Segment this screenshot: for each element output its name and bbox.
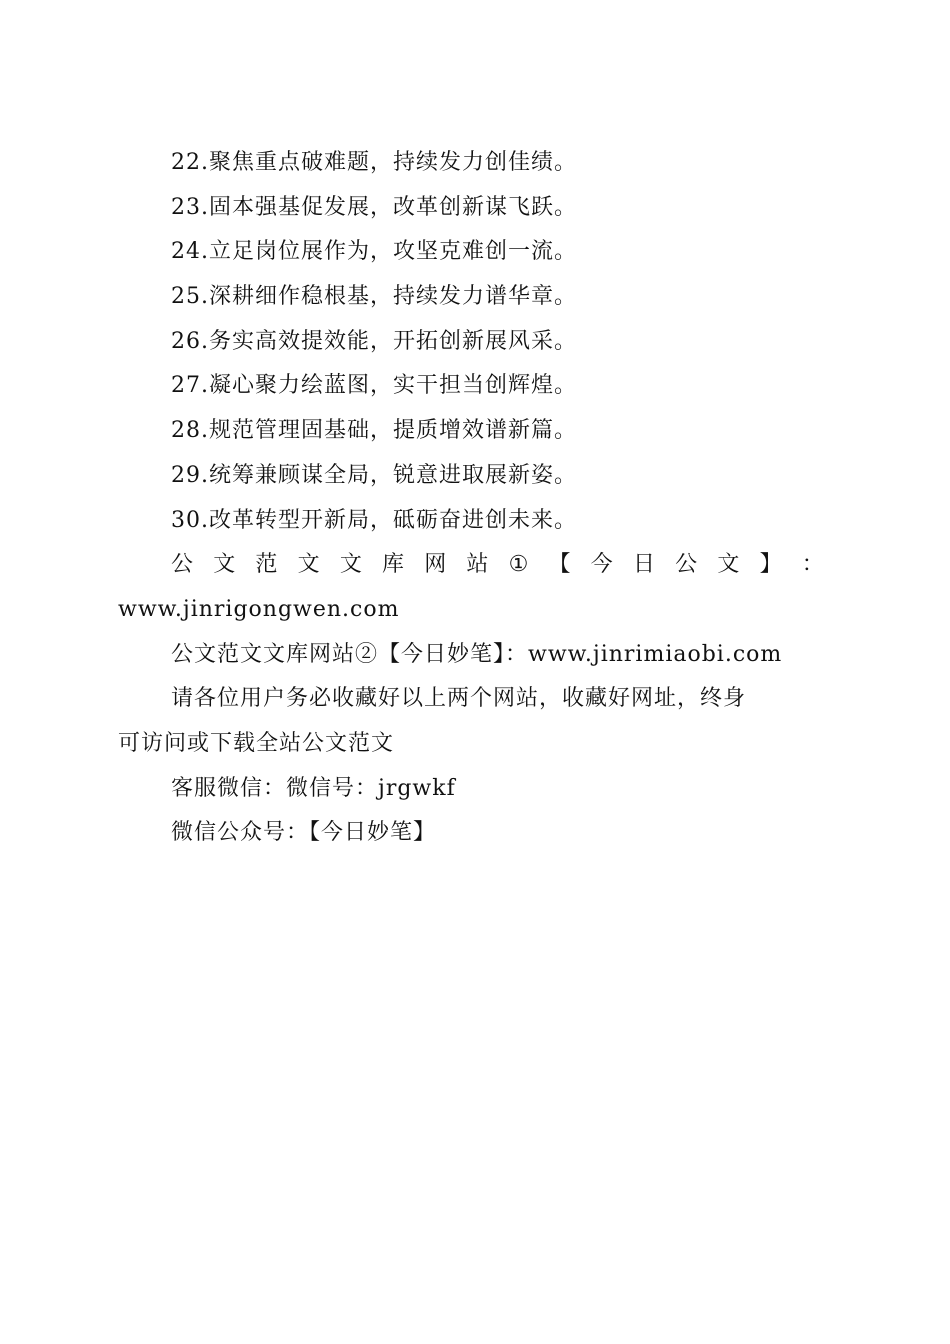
site1-char: 库 [382, 552, 405, 578]
site1-char: 网 [424, 552, 447, 578]
site1-char: 公 [675, 552, 698, 578]
site1-char: ： [801, 552, 824, 578]
slogan-line: 26.务实高效提效能，开拓创新展风采。 [171, 328, 577, 354]
wechat-public-line: 微信公众号：【今日妙笔】 [171, 820, 437, 846]
site2-line: 公文范文文库网站②【今日妙笔】：www.jinrimiaobi.com [171, 641, 783, 667]
site1-char: 文 [213, 552, 236, 578]
site1-char: 日 [632, 552, 655, 578]
slogan-line: 27.凝心聚力绘蓝图，实干担当创辉煌。 [171, 373, 577, 399]
document-body [118, 141, 824, 856]
notice-line-2: 可访问或下载全站公文范文 [118, 730, 395, 756]
site1-char: 】 [759, 552, 782, 578]
slogan-line: 23.固本强基促发展，改革创新谋飞跃。 [171, 194, 577, 220]
site1-char: ① [508, 552, 529, 578]
site1-char: 范 [255, 552, 278, 578]
site1-char: 【 [548, 552, 571, 578]
site1-char: 今 [590, 552, 613, 578]
slogan-line: 25.深耕细作稳根基，持续发力谱华章。 [171, 284, 577, 310]
slogan-line: 30.改革转型开新局，砥砺奋进创未来。 [171, 507, 577, 533]
site1-char: 文 [297, 552, 320, 578]
site1-char: 公 [171, 552, 194, 578]
notice-line-1: 请各位用户务必收藏好以上两个网站，收藏好网址，终身 [171, 686, 747, 712]
site1-label-line [118, 543, 824, 588]
slogan-line: 22.聚焦重点破难题，持续发力创佳绩。 [171, 150, 577, 175]
wechat-service-line: 客服微信：微信号：jrgwkf [171, 775, 456, 801]
site1-char: 文 [339, 552, 362, 578]
slogan-line: 28.规范管理固基础，提质增效谱新篇。 [171, 418, 577, 444]
slogan-line: 24.立足岗位展作为，攻坚克难创一流。 [171, 239, 577, 265]
slogan-line: 29.统筹兼顾谋全局，锐意进取展新姿。 [171, 462, 577, 488]
site1-char: 文 [717, 552, 740, 578]
site1-url: www.jinrigongwen.com [118, 596, 400, 622]
site1-char: 站 [466, 552, 489, 578]
